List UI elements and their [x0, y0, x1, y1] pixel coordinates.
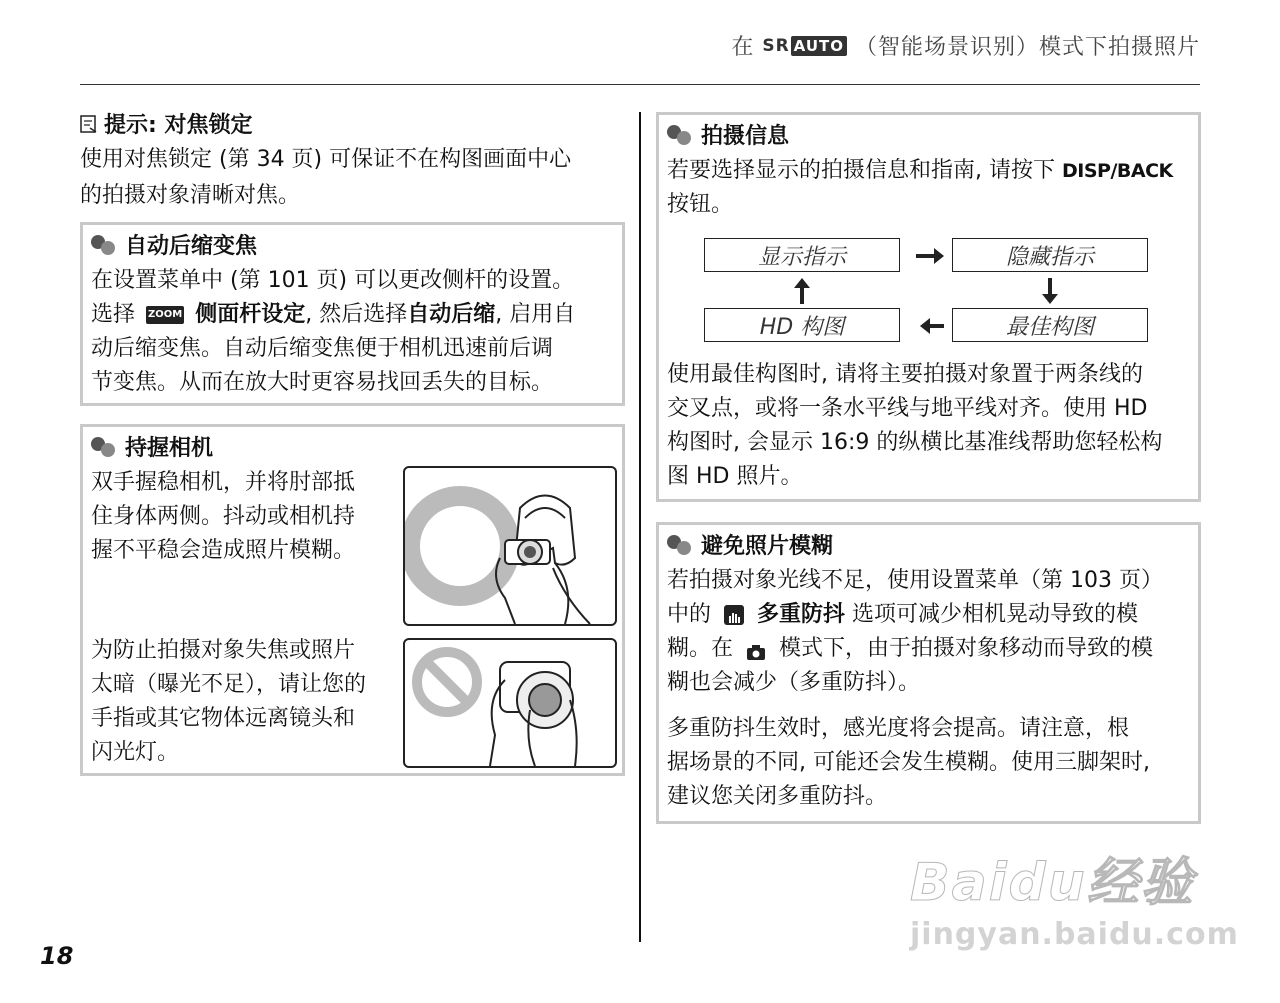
- sr-auto-mode-icon: SR AUTO: [762, 36, 847, 56]
- auto-zoom-line-1: 在设置菜单中 (第 101 页) 可以更改侧杆的设置。: [91, 268, 575, 293]
- tip-line-1: 使用对焦锁定 (第 34 页) 可保证不在构图画面中心: [80, 147, 572, 172]
- watermark-brand: Baidu经验: [910, 853, 1195, 913]
- hexagon-bullet-icon: [91, 235, 119, 255]
- auto-zoom-line-2: 选择 ZOOM 侧面杆设定, 然后选择自动后缩, 启用自: [91, 302, 576, 327]
- avoid-blur-line-2: 中的 多重防抖 选项可减少相机晃动导致的模: [667, 602, 1139, 627]
- avoid-blur-para2-line-3: 建议您关闭多重防抖。: [667, 784, 888, 809]
- holding-para2-line-4: 闪光灯。: [91, 740, 180, 765]
- hexagon-bullet-icon: [667, 125, 695, 145]
- flow-box-show-indicators: 显示指示: [704, 238, 900, 272]
- correct-grip-illustration: [403, 466, 617, 626]
- baidu-watermark: [910, 840, 1239, 960]
- display-mode-cycle-diagram: [704, 238, 1154, 344]
- avoid-blur-para2-line-2: 据场景的不同, 可能还会发生模糊。使用三脚架时,: [667, 750, 1150, 775]
- shooting-info-intro: 若要选择显示的拍摄信息和指南, 请按下 DISP/BACK: [667, 158, 1173, 183]
- shooting-info-title: 拍摄信息: [701, 124, 790, 149]
- page-number: 18: [40, 942, 74, 970]
- shooting-info-para-line-4: 图 HD 照片。: [667, 464, 803, 489]
- holding-para2-line-2: 太暗（曝光不足），请让您的: [91, 672, 367, 697]
- holding-para2-line-3: 手指或其它物体远离镜头和: [91, 706, 356, 731]
- holding-title-row: [91, 431, 614, 462]
- flow-box-hd-framing: HD 构图: [704, 308, 900, 342]
- holding-para2-line-1: 为防止拍摄对象失焦或照片: [91, 638, 356, 663]
- header-prefix: 在: [731, 35, 755, 60]
- avoid-blur-line-4: 糊也会减少（多重防抖）。: [667, 670, 921, 695]
- holding-title: 持握相机: [125, 436, 214, 461]
- holding-para1-line-2: 住身体两侧。抖动或相机持: [91, 504, 356, 529]
- avoid-blur-section: [656, 522, 1201, 824]
- auto-zoom-title: 自动后缩变焦: [125, 234, 258, 259]
- camera-mode-icon: [746, 639, 766, 659]
- tip-title-row: [80, 108, 625, 139]
- holding-para1-line-3: 握不平稳会造成照片模糊。: [91, 538, 356, 563]
- tip-line-2: 的拍摄对象清晰对焦。: [80, 183, 301, 208]
- shooting-info-para-line-1: 使用最佳构图时, 请将主要拍摄对象置于两条线的: [667, 362, 1143, 387]
- avoid-blur-para2-line-1: 多重防抖生效时，感光度将会提高。请注意，根: [667, 716, 1130, 741]
- auto-zoom-line-3: 动后缩变焦。自动后缩变焦便于相机迅速前后调: [91, 336, 554, 361]
- hexagon-bullet-icon: [667, 535, 695, 555]
- auto-zoom-line-4: 节变焦。从而在放大时更容易找回丢失的目标。: [91, 370, 554, 395]
- auto-retract-option: 自动后缩: [407, 302, 496, 327]
- flow-box-hide-indicators: 隐藏指示: [952, 238, 1148, 272]
- avoid-blur-title-row: [667, 529, 1190, 560]
- column-divider: [639, 112, 641, 942]
- avoid-blur-line-3: 糊。在 模式下，由于拍摄对象移动而导致的模: [667, 636, 1154, 661]
- zoom-icon: ZOOM: [146, 306, 184, 324]
- shooting-info-intro-2: 按钮。: [667, 192, 734, 217]
- avoid-blur-line-1: 若拍摄对象光线不足，使用设置菜单（第 103 页）: [667, 568, 1163, 593]
- page-header: [731, 30, 1200, 61]
- disp-back-button-label: DISP/BACK: [1062, 160, 1173, 182]
- auto-zoom-section: [80, 222, 625, 406]
- stabilization-hand-icon: [724, 605, 744, 625]
- flow-arrows: [704, 238, 1154, 344]
- flow-box-best-framing: 最佳构图: [952, 308, 1148, 342]
- avoid-blur-title: 避免照片模糊: [701, 534, 834, 559]
- multi-stabilization-option: 多重防抖: [757, 602, 846, 627]
- header-suffix: （智能场景识别）模式下拍摄照片: [854, 35, 1200, 60]
- tip-focus-lock: [80, 108, 625, 213]
- watermark-url: jingyan.baidu.com: [910, 917, 1239, 952]
- header-rule: [80, 84, 1200, 85]
- memo-icon: [80, 114, 98, 134]
- incorrect-grip-illustration: [403, 638, 617, 768]
- shooting-info-para-line-2: 交叉点，或将一条水平线与地平线对齐。使用 HD: [667, 396, 1148, 421]
- shooting-info-para-line-3: 构图时, 会显示 16:9 的纵横比基准线帮助您轻松构: [667, 430, 1163, 455]
- side-lever-setting: 侧面杆设定: [195, 302, 306, 327]
- hexagon-bullet-icon: [91, 437, 119, 457]
- tip-title: 提示: 对焦锁定: [104, 113, 253, 138]
- holding-para1-line-1: 双手握稳相机，并将肘部抵: [91, 470, 356, 495]
- shooting-info-title-row: [667, 119, 1190, 150]
- auto-zoom-title-row: [91, 229, 614, 260]
